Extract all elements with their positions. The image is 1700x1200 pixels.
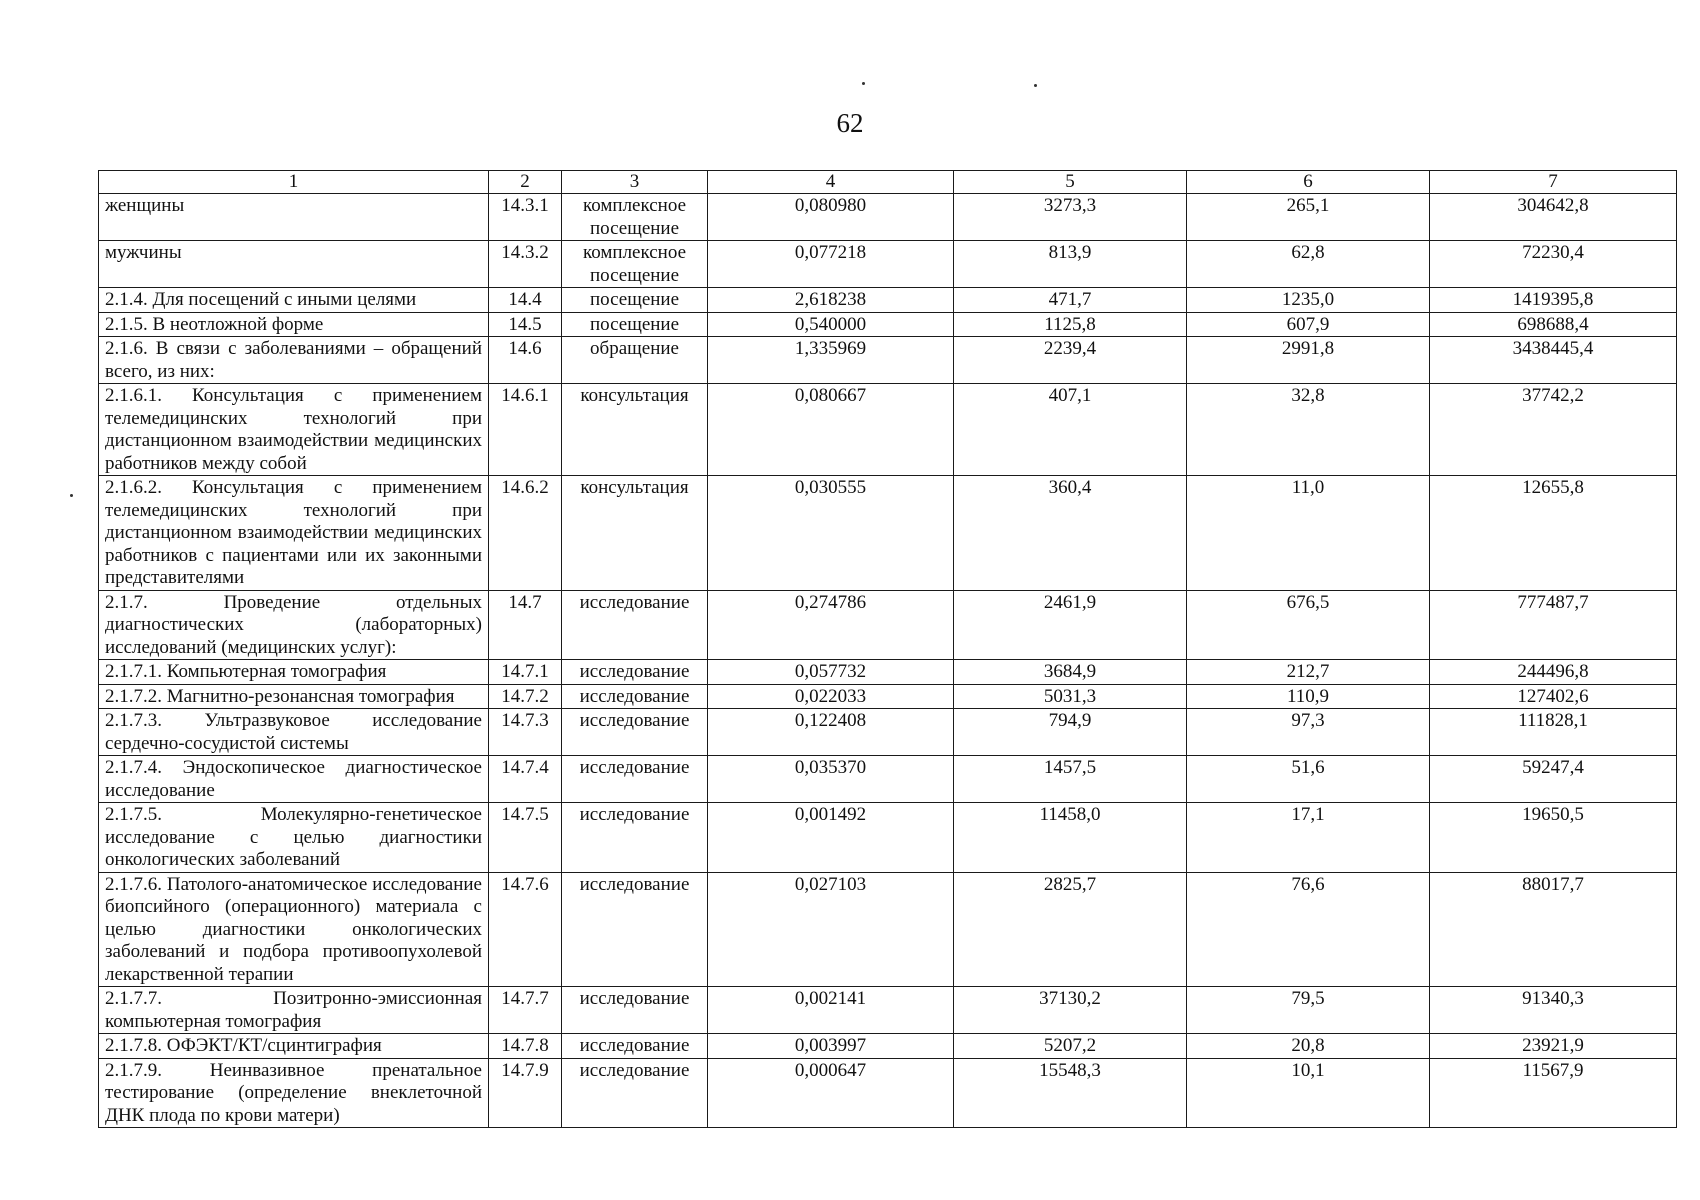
row-value-cell: 0,000647 [708,1058,954,1128]
row-value-cell: 0,080667 [708,384,954,476]
row-value-cell: 0,080980 [708,194,954,241]
row-value-cell: 20,8 [1187,1034,1430,1059]
row-value-cell: 794,9 [954,709,1187,756]
row-unit-cell: консультация [562,476,708,591]
row-value-cell: 0,022033 [708,684,954,709]
row-value-cell: 360,4 [954,476,1187,591]
row-unit-cell: исследование [562,987,708,1034]
row-value-cell: 59247,4 [1430,756,1677,803]
row-value-cell: 265,1 [1187,194,1430,241]
row-unit-cell: посещение [562,288,708,313]
header-row [99,171,1677,194]
row-value-cell: 17,1 [1187,803,1430,873]
row-code-cell: 14.7.8 [489,1034,562,1059]
row-code-cell: 14.7.2 [489,684,562,709]
row-name-cell: 2.1.6.1. Консультация с применением телемедицинских технологий при дистанционном взаимодействии медицинских работников между собой [99,384,489,476]
scan-speck [862,82,865,85]
scan-speck [70,494,73,497]
row-unit-cell: исследование [562,590,708,660]
row-value-cell: 212,7 [1187,660,1430,685]
row-value-cell: 91340,3 [1430,987,1677,1034]
row-value-cell: 2991,8 [1187,337,1430,384]
row-value-cell: 3684,9 [954,660,1187,685]
column-header: 5 [954,171,1187,194]
table-row [99,987,1677,1034]
row-value-cell: 607,9 [1187,312,1430,337]
row-unit-cell: исследование [562,709,708,756]
row-value-cell: 1419395,8 [1430,288,1677,313]
row-name-cell: 2.1.4. Для посещений с иными целями [99,288,489,313]
row-value-cell: 11567,9 [1430,1058,1677,1128]
row-value-cell: 2,618238 [708,288,954,313]
column-header: 3 [562,171,708,194]
row-code-cell: 14.7.1 [489,660,562,685]
table-row [99,194,1677,241]
row-unit-cell: обращение [562,337,708,384]
row-name-cell: 2.1.7. Проведение отдельных диагностических (лабораторных) исследований (медицинских услуг): [99,590,489,660]
row-value-cell: 0,540000 [708,312,954,337]
row-unit-cell: исследование [562,660,708,685]
row-value-cell: 1,335969 [708,337,954,384]
table-row [99,684,1677,709]
row-value-cell: 79,5 [1187,987,1430,1034]
row-value-cell: 0,035370 [708,756,954,803]
row-name-cell: мужчины [99,241,489,288]
row-value-cell: 37742,2 [1430,384,1677,476]
row-name-cell: 2.1.7.6. Патолого-анатомическое исследование биопсийного (операционного) материала с целью диагностики онкологических заболеваний и подбора противоопухолевой лекарственной терапии [99,872,489,987]
row-value-cell: 32,8 [1187,384,1430,476]
row-name-cell: 2.1.7.7. Позитронно-эмиссионная компьютерная томография [99,987,489,1034]
row-value-cell: 2239,4 [954,337,1187,384]
row-unit-cell: комплексное посещение [562,194,708,241]
row-unit-cell: исследование [562,756,708,803]
row-code-cell: 14.3.1 [489,194,562,241]
row-value-cell: 0,274786 [708,590,954,660]
row-value-cell: 51,6 [1187,756,1430,803]
row-code-cell: 14.7.6 [489,872,562,987]
row-value-cell: 1457,5 [954,756,1187,803]
row-value-cell: 12655,8 [1430,476,1677,591]
row-value-cell: 37130,2 [954,987,1187,1034]
row-value-cell: 471,7 [954,288,1187,313]
row-value-cell: 0,003997 [708,1034,954,1059]
row-unit-cell: исследование [562,803,708,873]
table-row [99,756,1677,803]
row-value-cell: 97,3 [1187,709,1430,756]
row-name-cell: 2.1.7.1. Компьютерная томография [99,660,489,685]
column-header: 4 [708,171,954,194]
row-code-cell: 14.7.9 [489,1058,562,1128]
row-value-cell: 10,1 [1187,1058,1430,1128]
row-value-cell: 2461,9 [954,590,1187,660]
column-header: 2 [489,171,562,194]
table-row [99,803,1677,873]
row-code-cell: 14.7.5 [489,803,562,873]
row-unit-cell: комплексное посещение [562,241,708,288]
row-unit-cell: исследование [562,872,708,987]
table-row [99,476,1677,591]
row-value-cell: 3273,3 [954,194,1187,241]
row-name-cell: 2.1.6.2. Консультация с применением телемедицинских технологий при дистанционном взаимодействии медицинских работников с пациентами или их законными представителями [99,476,489,591]
row-name-cell: 2.1.7.2. Магнитно-резонансная томография [99,684,489,709]
row-name-cell: 2.1.5. В неотложной форме [99,312,489,337]
row-unit-cell: исследование [562,684,708,709]
row-code-cell: 14.7.4 [489,756,562,803]
row-code-cell: 14.3.2 [489,241,562,288]
row-name-cell: 2.1.7.5. Молекулярно-генетическое исследование с целью диагностики онкологических заболеваний [99,803,489,873]
row-name-cell: 2.1.7.9. Неинвазивное пренатальное тестирование (определение внеклеточной ДНК плода по крови матери) [99,1058,489,1128]
row-unit-cell: исследование [562,1034,708,1059]
column-header: 6 [1187,171,1430,194]
table-row [99,660,1677,685]
row-value-cell: 110,9 [1187,684,1430,709]
row-value-cell: 15548,3 [954,1058,1187,1128]
row-code-cell: 14.4 [489,288,562,313]
row-value-cell: 0,077218 [708,241,954,288]
row-value-cell: 3438445,4 [1430,337,1677,384]
row-code-cell: 14.7 [489,590,562,660]
row-value-cell: 407,1 [954,384,1187,476]
row-value-cell: 19650,5 [1430,803,1677,873]
row-unit-cell: консультация [562,384,708,476]
table-row [99,384,1677,476]
row-value-cell: 11,0 [1187,476,1430,591]
table-row [99,1034,1677,1059]
row-name-cell: женщины [99,194,489,241]
table-row [99,1058,1677,1128]
row-value-cell: 0,122408 [708,709,954,756]
scan-speck [1034,84,1037,87]
row-value-cell: 5031,3 [954,684,1187,709]
row-value-cell: 62,8 [1187,241,1430,288]
row-value-cell: 23921,9 [1430,1034,1677,1059]
row-value-cell: 1235,0 [1187,288,1430,313]
row-value-cell: 88017,7 [1430,872,1677,987]
row-value-cell: 127402,6 [1430,684,1677,709]
row-value-cell: 2825,7 [954,872,1187,987]
column-header: 1 [99,171,489,194]
row-value-cell: 76,6 [1187,872,1430,987]
row-value-cell: 1125,8 [954,312,1187,337]
table-row [99,709,1677,756]
row-name-cell: 2.1.6. В связи с заболеваниями – обращений всего, из них: [99,337,489,384]
row-value-cell: 698688,4 [1430,312,1677,337]
row-unit-cell: посещение [562,312,708,337]
row-code-cell: 14.7.7 [489,987,562,1034]
row-name-cell: 2.1.7.3. Ультразвуковое исследование сердечно-сосудистой системы [99,709,489,756]
row-value-cell: 676,5 [1187,590,1430,660]
row-value-cell: 111828,1 [1430,709,1677,756]
row-code-cell: 14.7.3 [489,709,562,756]
table-row [99,337,1677,384]
page-number: 62 [836,108,864,138]
row-code-cell: 14.6.1 [489,384,562,476]
table-row [99,241,1677,288]
table-row [99,288,1677,313]
row-name-cell: 2.1.7.4. Эндоскопическое диагностическое исследование [99,756,489,803]
table-row [99,590,1677,660]
row-value-cell: 0,002141 [708,987,954,1034]
row-value-cell: 813,9 [954,241,1187,288]
row-value-cell: 11458,0 [954,803,1187,873]
document-table [98,170,1677,1128]
row-value-cell: 5207,2 [954,1034,1187,1059]
row-value-cell: 0,030555 [708,476,954,591]
row-code-cell: 14.6.2 [489,476,562,591]
row-code-cell: 14.5 [489,312,562,337]
row-value-cell: 304642,8 [1430,194,1677,241]
row-value-cell: 0,057732 [708,660,954,685]
row-value-cell: 0,027103 [708,872,954,987]
row-value-cell: 0,001492 [708,803,954,873]
table-row [99,872,1677,987]
table-row [99,312,1677,337]
row-value-cell: 244496,8 [1430,660,1677,685]
row-unit-cell: исследование [562,1058,708,1128]
column-header: 7 [1430,171,1677,194]
row-code-cell: 14.6 [489,337,562,384]
row-name-cell: 2.1.7.8. ОФЭКТ/КТ/сцинтиграфия [99,1034,489,1059]
row-value-cell: 72230,4 [1430,241,1677,288]
row-value-cell: 777487,7 [1430,590,1677,660]
